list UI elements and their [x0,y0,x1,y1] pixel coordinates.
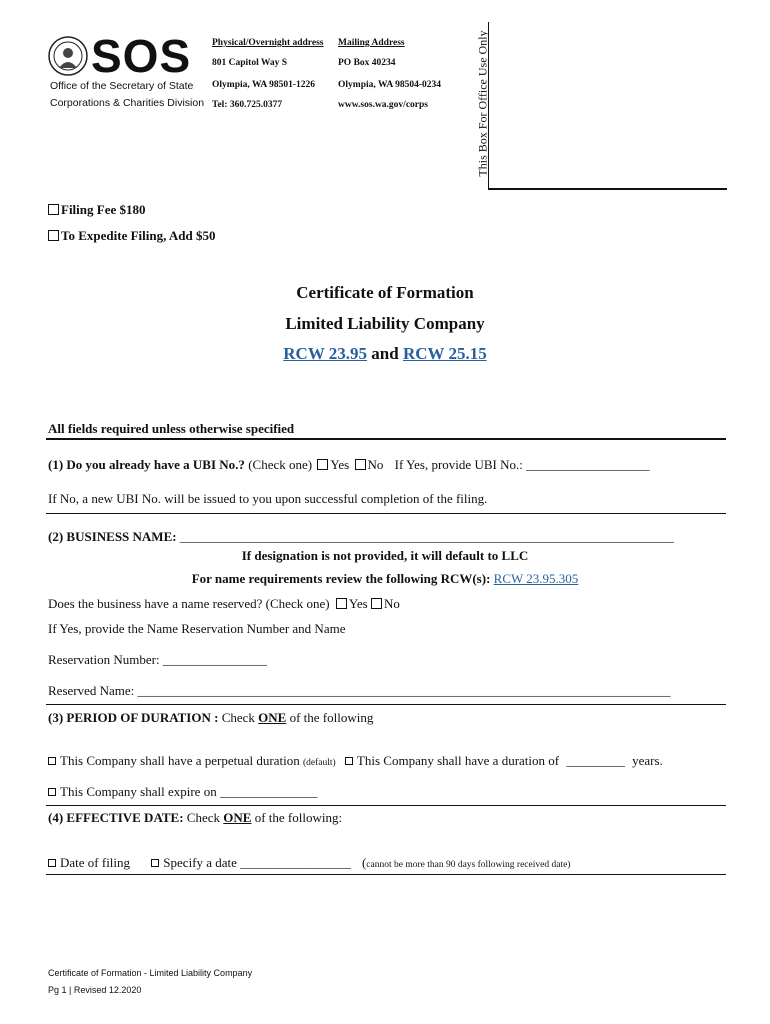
divider [46,805,726,806]
statute-line: RCW 23.95 and RCW 25.15 [283,344,487,363]
ubi-yes-checkbox[interactable] [317,459,328,470]
period-of-duration-header: (3) PERIOD OF DURATION : Check ONE of the following [48,710,374,725]
mailing-address-header: Mailing Address [338,38,405,48]
effective-date-options: Date of filing Specify a date _________________ (cannot be more than 90 days following received date) [48,855,570,871]
physical-address-header: Physical/Overnight address [212,38,324,48]
name-requirements-row: For name requirements review the following RCW(s): RCW 23.95.305 [191,571,579,586]
rcw-23-95-link[interactable]: RCW 23.95 [283,344,368,363]
expire-row: This Company shall expire on _______________ [48,784,317,800]
specify-date-field[interactable]: _________________ [240,855,351,870]
logo-brand: SOS [91,30,192,82]
footer-title: Certificate of Formation - Limited Liability Company [48,968,253,978]
duration-options-row: This Company shall have a perpetual duration (default) This Company shall have a duration of _________ years. [48,753,663,769]
sos-logo [48,30,208,114]
reserved-yes-checkbox[interactable] [336,598,347,609]
ubi-note: If No, a new UBI No. will be issued to you upon successful completion of the filing. [48,491,488,506]
duration-years-field[interactable]: _________ [566,753,625,768]
date-of-filing-checkbox[interactable] [48,859,56,867]
physical-address-line1: 801 Capitol Way S [212,58,288,68]
filing-fee: Filing Fee $180 [48,202,146,218]
ubi-number-field[interactable]: ___________________ [526,457,650,472]
expedite-checkbox[interactable] [48,230,59,241]
business-name-row: (2) BUSINESS NAME: ____________________________________________________________________________ [48,529,674,544]
reserved-no-checkbox[interactable] [371,598,382,609]
filing-fee-checkbox[interactable] [48,204,59,215]
expire-checkbox[interactable] [48,788,56,796]
office-use-label: This Box For Office Use Only [475,30,490,177]
divider [46,704,726,705]
logo-line2: Corporations & Charities Division [50,97,205,109]
reservation-number-field[interactable]: ________________ [162,652,267,667]
divider [46,438,726,440]
ubi-no-checkbox[interactable] [355,459,366,470]
expedite-fee: To Expedite Filing, Add $50 [48,228,215,244]
required-note: All fields required unless otherwise specified [48,421,295,436]
divider [46,874,726,875]
phone: Tel: 360.725.0377 [212,100,283,110]
reserved-name-field[interactable]: __________________________________________________________________________________ [137,683,671,698]
mailing-address-line1: PO Box 40234 [338,58,396,68]
ubi-question-row: (1) Do you already have a UBI No.? (Check one) Yes No If Yes, provide UBI No.: ___________________ [48,457,650,472]
mailing-address-line2: Olympia, WA 98504-0234 [338,80,442,90]
rcw-25-15-link[interactable]: RCW 25.15 [402,344,487,363]
physical-address-line2: Olympia, WA 98501-1226 [212,80,316,90]
reservation-instructions: If Yes, provide the Name Reservation Number and Name [48,621,346,636]
designation-note: If designation is not provided, it will default to LLC [241,548,529,563]
reserved-name-row: Reserved Name: __________________________________________________________________________________ [48,683,671,698]
divider [46,513,726,514]
specify-date-checkbox[interactable] [151,859,159,867]
name-reserved-row: Does the business have a name reserved? (Check one) Yes No [48,596,400,611]
state-seal-icon [48,36,88,76]
effective-date-header: (4) EFFECTIVE DATE: Check ONE of the following: [48,810,343,825]
footer-page: Pg 1 | Revised 12.2020 [48,985,142,995]
perpetual-checkbox[interactable] [48,757,56,765]
expire-date-field[interactable]: _______________ [219,784,318,799]
logo-line1: Office of the Secretary of State [50,80,194,92]
rcw-23-95-305-link[interactable]: RCW 23.95.305 [493,571,579,586]
reservation-number-row: Reservation Number: ________________ [48,652,267,667]
website: www.sos.wa.gov/corps [338,100,428,110]
form-title: Certificate of Formation [296,283,474,302]
office-use-box [488,22,727,190]
fixed-duration-checkbox[interactable] [345,757,353,765]
form-subtitle: Limited Liability Company [285,314,485,333]
business-name-field[interactable]: ____________________________________________________________________________ [179,529,674,544]
